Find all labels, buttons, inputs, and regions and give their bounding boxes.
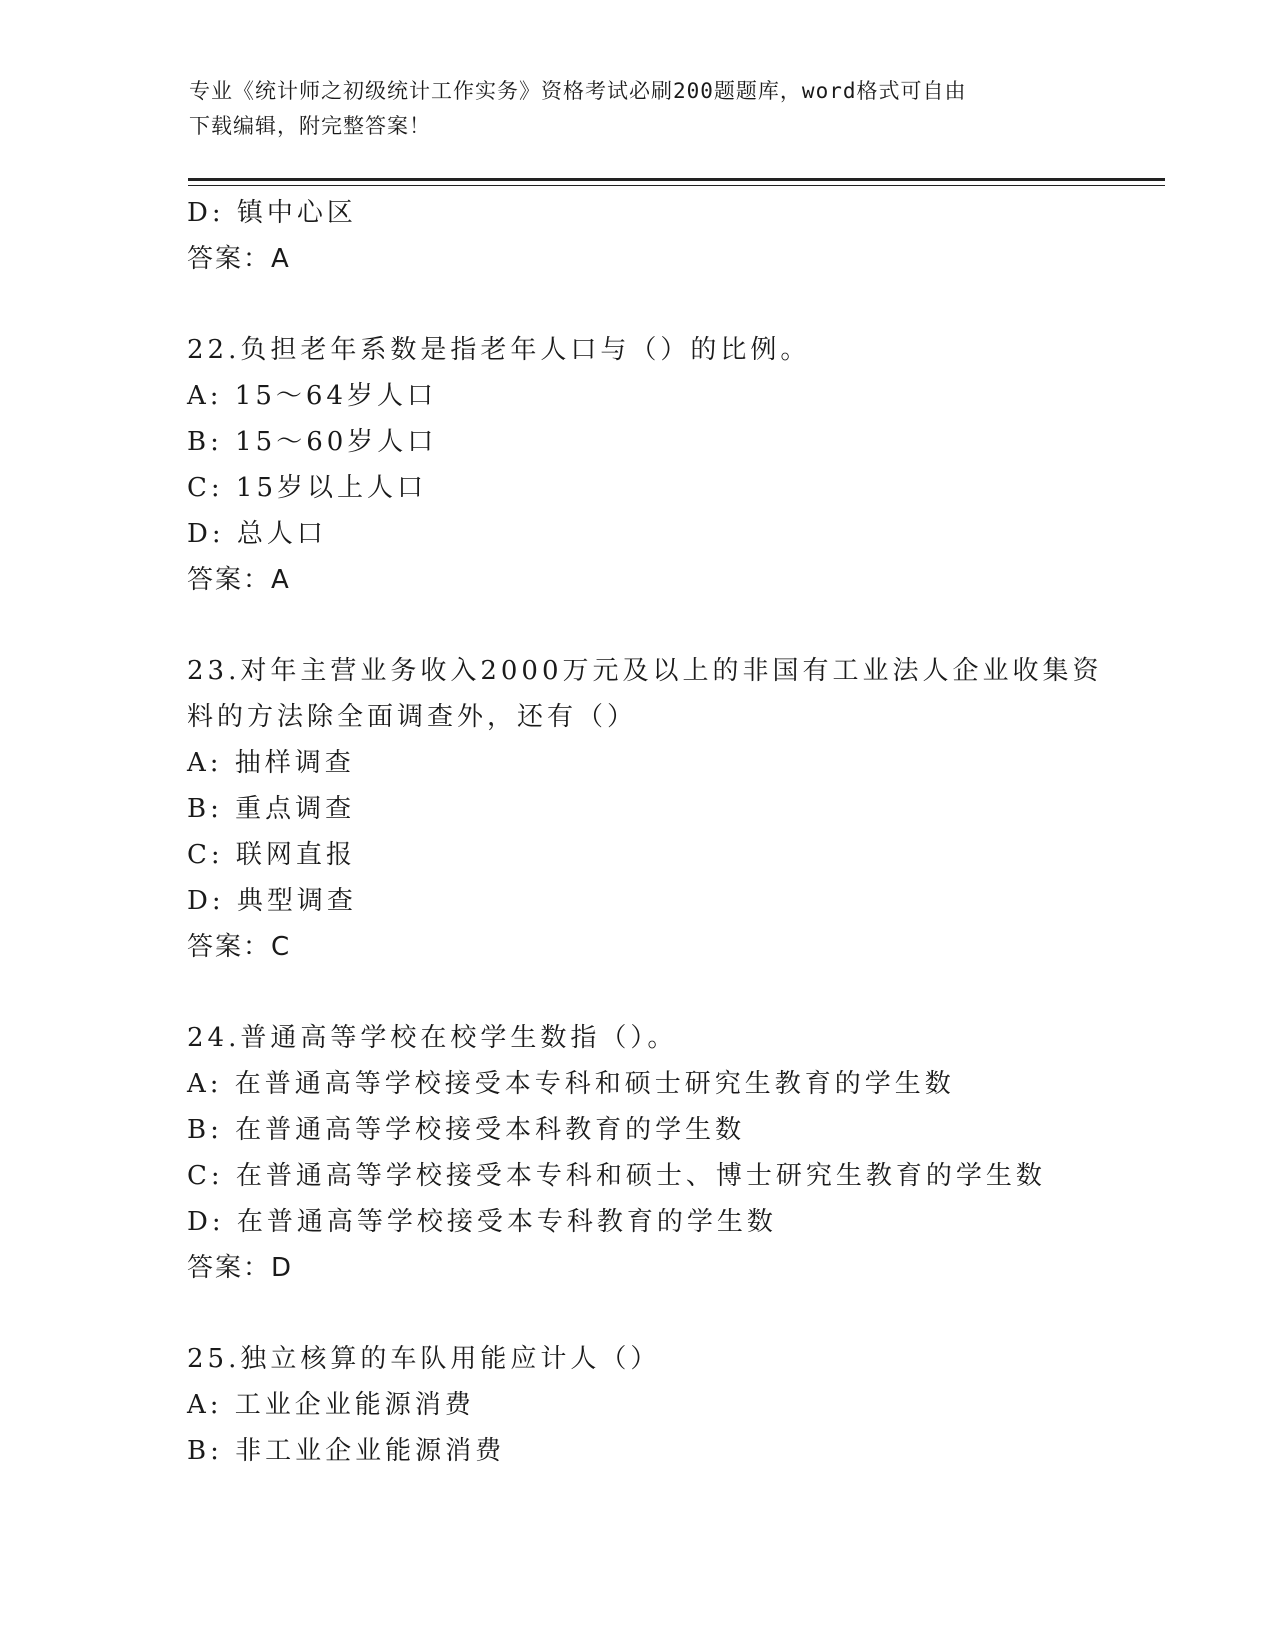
option-a: A: 15～64岁人口 (187, 381, 437, 411)
question-23 (187, 648, 1103, 970)
option-b: B: 非工业企业能源消费 (187, 1436, 506, 1466)
question-22 (187, 327, 1087, 603)
question-text: 23.对年主营业务收入2000万元及以上的非国有工业法人企业收集资 (187, 656, 1103, 686)
option-d: D: 典型调查 (187, 886, 357, 916)
answer: 答案：C (187, 932, 292, 962)
question-text: 22.负担老年系数是指老年人口与（）的比例。 (187, 335, 811, 365)
option-b: B: 15～60岁人口 (187, 427, 438, 457)
option-b: B: 重点调查 (187, 794, 356, 824)
option-a: A: 在普通高等学校接受本专科和硕士研究生教育的学生数 (187, 1069, 955, 1099)
option-c: C: 在普通高等学校接受本专科和硕士、博士研究生教育的学生数 (187, 1161, 1046, 1191)
answer: 答案：A (187, 244, 291, 274)
question-21-tail (187, 190, 1087, 282)
option-d: D: 镇中心区 (187, 198, 357, 228)
header-divider-thin (188, 185, 1165, 186)
answer: 答案：A (187, 565, 291, 595)
option-d: D: 总人口 (187, 519, 327, 549)
answer: 答案：D (187, 1253, 294, 1283)
header-divider-thick (188, 178, 1165, 181)
header-line-2: 下载编辑，附完整答案！ (189, 114, 431, 138)
question-24 (187, 1015, 1087, 1291)
option-c: C: 联网直报 (187, 840, 356, 870)
question-text: 24.普通高等学校在校学生数指（）。 (187, 1023, 678, 1053)
option-a: A: 抽样调查 (187, 748, 355, 778)
document-body (187, 190, 1103, 1474)
option-a: A: 工业企业能源消费 (187, 1390, 475, 1420)
document-header (189, 74, 1089, 144)
header-line-1: 专业《统计师之初级统计工作实务》资格考试必刷200题题库，word格式可自由 (189, 79, 967, 103)
option-d: D: 在普通高等学校接受本专科教育的学生数 (187, 1207, 777, 1237)
spacer (187, 603, 1087, 648)
option-c: C: 15岁以上人口 (187, 473, 428, 503)
spacer (187, 282, 1087, 327)
question-25 (187, 1336, 1087, 1474)
spacer (187, 970, 1087, 1015)
question-text: 25.独立核算的车队用能应计人（） (187, 1344, 661, 1374)
question-text-continued: 料的方法除全面调查外，还有（） (187, 702, 638, 732)
option-b: B: 在普通高等学校接受本科教育的学生数 (187, 1115, 746, 1145)
spacer (187, 1291, 1087, 1336)
